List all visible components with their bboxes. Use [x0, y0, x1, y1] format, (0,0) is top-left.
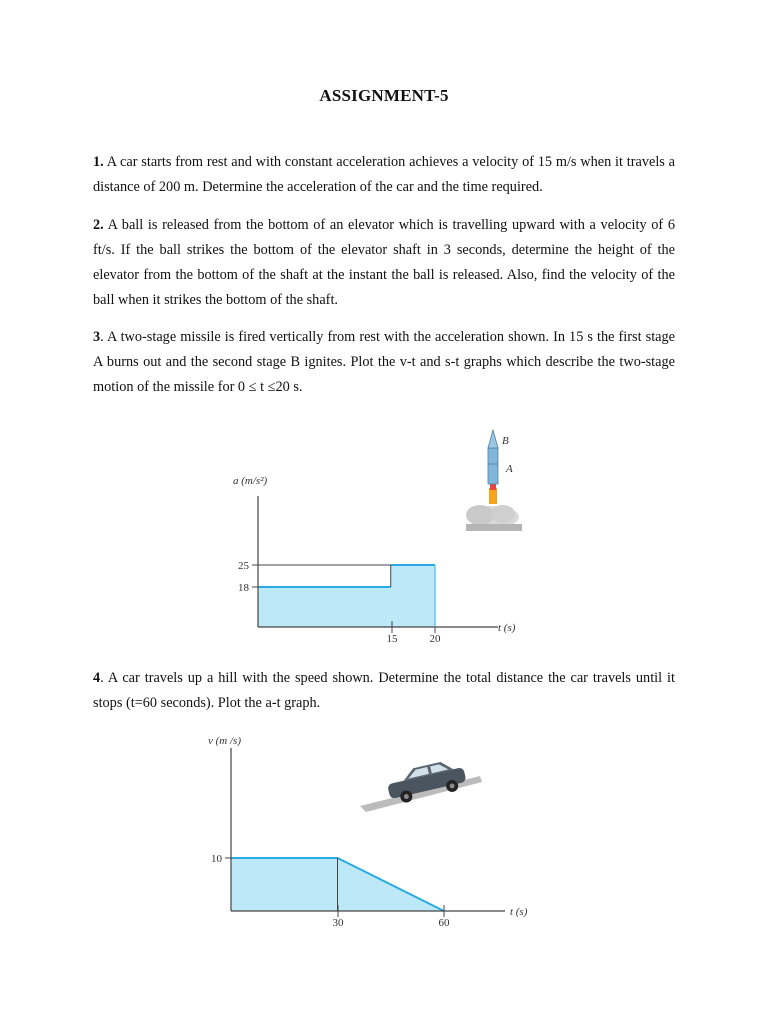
question-text: A car starts from rest and with constant acceleration achieves a velocity of 15 m/s when it travels a distance of 200 m. Determine the acceleration of the car and the time required.: [93, 154, 675, 195]
x-tick-label: 60: [438, 917, 450, 929]
question-number: 1.: [93, 154, 104, 170]
x-axis-label: t (s): [498, 622, 516, 634]
y-axis-label: v (m /s): [208, 735, 241, 747]
question-2: [93, 213, 675, 313]
rocket-icon: [466, 430, 522, 531]
acceleration-area: [258, 565, 435, 627]
question-number: 2.: [93, 217, 104, 233]
question-text: A ball is released from the bottom of an elevator which is travelling upward with a velocity of 6 ft/s. If the ball strikes the bottom of the elevator shaft in 3 seconds, determine the height of the elevator from the bottom of the shaft at the instant the ball is released. Also, find the velocity of the ball when it strikes the bottom of the shaft.: [93, 217, 675, 308]
x-tick-label: 15: [386, 633, 398, 645]
question-text: . A two-stage missile is fired vertically from rest with the acceleration shown. In 15 s the first stage A burns out and the second stage B ignites. Plot the v-t and s-t graphs which describe the two-stage motion of the missile for 0 ≤ t ≤20 s.: [93, 329, 675, 395]
velocity-graph: [200, 728, 560, 933]
assignment-title: ASSIGNMENT-5: [319, 86, 449, 105]
question-1: [93, 150, 675, 200]
y-tick-label: 25: [238, 560, 249, 572]
y-axis-label: a (m/s²): [233, 475, 268, 487]
question-text: . A car travels up a hill with the speed shown. Determine the total distance the car travels until it stops (t=60 seconds). Plot the a-t graph.: [93, 670, 675, 711]
x-tick-label: 30: [332, 917, 344, 929]
acceleration-graph: [218, 420, 538, 650]
x-tick-label: 20: [429, 633, 441, 645]
question-number: 4: [93, 670, 101, 686]
stage-a-label: A: [506, 463, 513, 475]
car-icon: [360, 757, 482, 812]
x-axis-label: t (s): [510, 906, 528, 918]
y-tick-label: 10: [211, 853, 222, 865]
y-tick-label: 18: [238, 582, 249, 594]
question-3: [93, 325, 675, 400]
question-4: [93, 666, 675, 716]
question-number: 3: [93, 329, 101, 345]
stage-b-label: B: [502, 435, 509, 447]
